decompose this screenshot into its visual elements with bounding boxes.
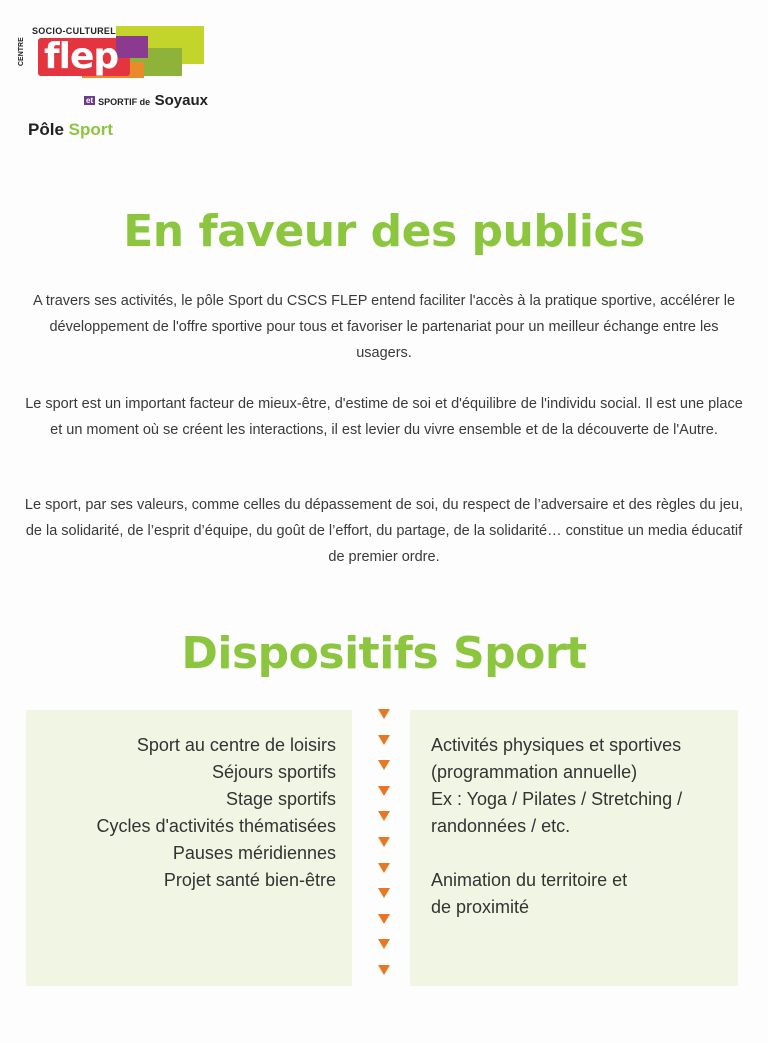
paragraph-2: Le sport est un important facteur de mieux-être, d'estime de soi et d'équilibre de l'individu social. Il est une place et un moment où se créent les interactions, il est levier du vivre ensemble et de la découverte de l'Autre. [25, 396, 743, 438]
paragraph-3: Le sport, par ses valeurs, comme celles du dépassement de soi, du respect de l’adversaire et des règles du jeu, de la solidarité, de l’esprit d’équipe, du goût de l’effort, du partage, de la solidarité… constitue un media éducatif de premier ordre. [24, 497, 744, 565]
logo-subtitle [84, 92, 208, 110]
down-triangle-icon [378, 837, 390, 847]
down-triangle-icon [378, 786, 390, 796]
list-item: Pauses méridiennes [172, 843, 336, 863]
activites-line: randonnées / etc. [431, 816, 571, 836]
list-item: Sport au centre de loisirs [136, 735, 336, 755]
list-item: Stage sportifs [225, 789, 336, 809]
animation-line: de proximité [431, 897, 530, 917]
arrow-divider [376, 709, 392, 991]
pole-part1: Pôle [28, 120, 64, 139]
logo-name: flep [44, 36, 119, 77]
list-item: Projet santé bien-être [163, 870, 336, 890]
list-item: Séjours sportifs [211, 762, 336, 782]
logo-place: Soyaux [154, 92, 208, 109]
logo-side-text: CENTRE [18, 37, 25, 66]
activites-line: Ex : Yoga / Pilates / Stretching / [431, 789, 683, 809]
down-triangle-icon [378, 735, 390, 745]
activites-line: (programmation annuelle) [431, 762, 638, 782]
right-box-content [431, 732, 731, 921]
down-triangle-icon [378, 965, 390, 975]
pole-part2: Sport [68, 120, 114, 139]
dispositifs-right-box [410, 710, 738, 986]
flep-logo [18, 26, 242, 116]
down-triangle-icon [378, 863, 390, 873]
down-triangle-icon [378, 811, 390, 821]
down-triangle-icon [378, 939, 390, 949]
section-title-publics: En faveur des publics [123, 206, 645, 257]
logo-sportif: SPORTIF de [98, 97, 151, 107]
down-triangle-icon [378, 760, 390, 770]
paragraph-1: A travers ses activités, le pôle Sport du CSCS FLEP entend faciliter l'accès à la pratique sportive, accélérer le développement de l'offre sportive pour tous et favoriser le partenariat pour un meilleur échange entre les usagers. [32, 293, 736, 361]
animation-line: Animation du territoire et [431, 870, 628, 890]
down-triangle-icon [378, 888, 390, 898]
down-triangle-icon [378, 709, 390, 719]
logo-top-text: SOCIO-CULTUREL [32, 26, 117, 36]
dispositifs-left-box [26, 710, 352, 986]
dispositifs-list [96, 732, 336, 894]
logo-et: et [86, 96, 94, 105]
pole-label [28, 120, 113, 140]
down-triangle-icon [378, 914, 390, 924]
activites-line: Activités physiques et sportives [431, 735, 682, 755]
section-title-dispositifs: Dispositifs Sport [181, 628, 587, 679]
list-item: Cycles d'activités thématisées [96, 816, 336, 836]
logo-block-purple [116, 36, 148, 58]
